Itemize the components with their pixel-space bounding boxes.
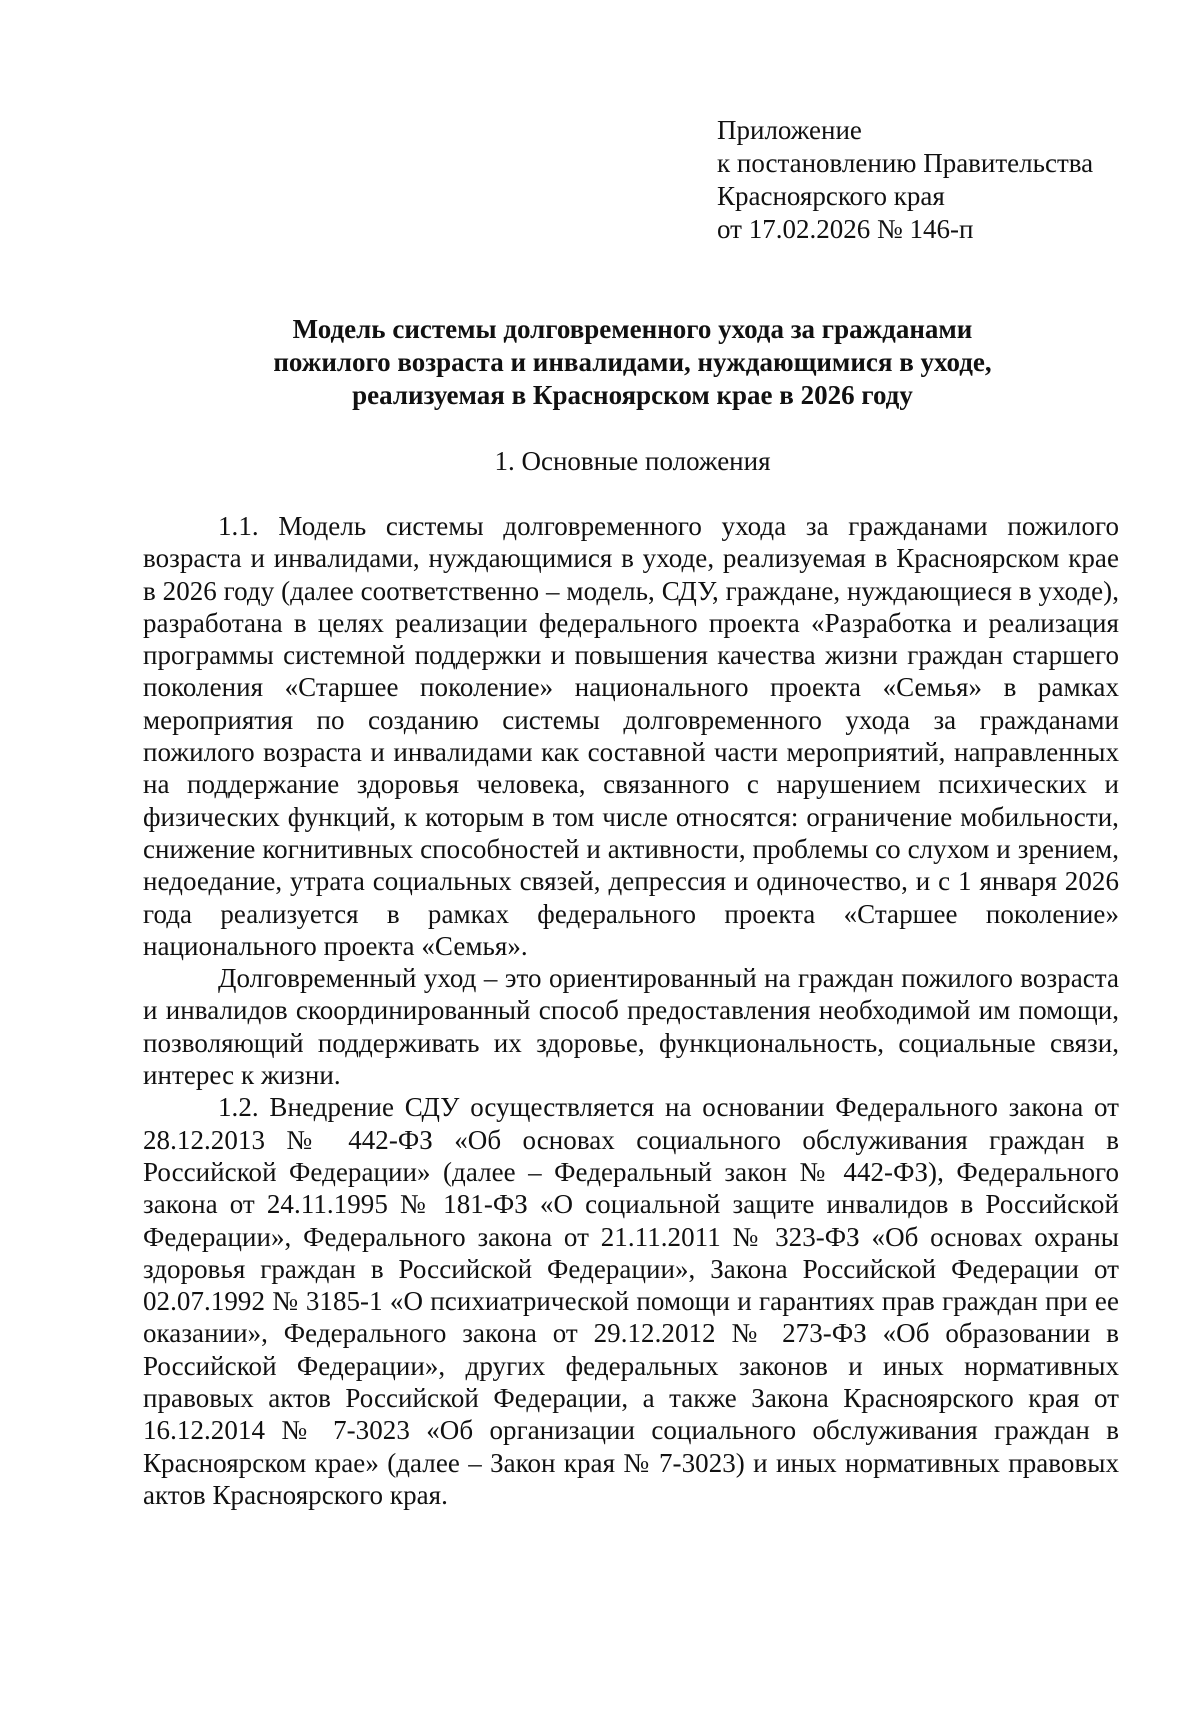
title-line: реализуемая в Красноярском крае в 2026 году <box>352 380 913 410</box>
appendix-date-line: от 17.02.2026 № 146-п <box>717 214 974 244</box>
appendix-header <box>717 114 1157 246</box>
paragraph: 1.1. Модель системы долговременного ухода за гражданами пожилого возраста и инвалидами, нуждающимися в уходе, реализуемая в Красноярском крае в 2026 году (далее соответственно – модель, СДУ, граждане, нуждающиеся в уходе), разработана в целях реализации федерального проекта «Разработка и реализация программы системной поддержки и повышения качества жизни граждан старшего поколения «Старшее поколение» национального проекта «Семья» в рамках мероприятия по созданию системы долговременного ухода за гражданами пожилого возраста и инвалидами как составной части мероприятий, направленных на поддержание здоровья человека, связанного с нарушением психических и физических функций, к которым в том числе относятся: ограничение мобильности, снижение когнитивных способностей и активности, проблемы со слухом и зрением, недоедание, утрата социальных связей, депрессия и одиночество, и с 1 января 2026 года реализуется в рамках федерального проекта «Старшее поколение» национального проекта «Семья». <box>143 511 1119 961</box>
appendix-line: Приложение <box>717 115 862 145</box>
document-title <box>150 313 1115 412</box>
paragraph: Долговременный уход – это ориентированный на граждан пожилого возраста и инвалидов скоординированный способ предоставления необходимой им помощи, позволяющий поддерживать их здоровье, функциональность, социальные связи, интерес к жизни. <box>143 963 1119 1091</box>
title-line: пожилого возраста и инвалидами, нуждающимися в уходе, <box>273 347 992 377</box>
title-line: Модель системы долговременного ухода за гражданами <box>292 314 973 344</box>
paragraph: 1.2. Внедрение СДУ осуществляется на основании Федерального закона от 28.12.2013 № 442-ФЗ «Об основах социального обслуживания граждан в Российской Федерации» (далее – Федеральный закон № 442-ФЗ), Федерального закона от 24.11.1995 № 181-ФЗ «О социальной защите инвалидов в Российской Федерации», Федерального закона от 21.11.2011 № 323-ФЗ «Об основах охраны здоровья граждан в Российской Федерации», Закона Российской Федерации от 02.07.1992 № 3185-1 «О психиатрической помощи и гарантиях прав граждан при ее оказании», Федерального закона от 29.12.2012 № 273-ФЗ «Об образовании в Российской Федерации», других федеральных законов и иных нормативных правовых актов Российской Федерации, а также Закона Красноярского края от 16.12.2014 № 7-3023 «Об организации социального обслуживания граждан в Красноярском крае» (далее – Закон края № 7-3023) и иных нормативных правовых актов Красноярского края. <box>143 1092 1119 1510</box>
section-heading: 1. Основные положения <box>494 446 771 476</box>
appendix-line: Красноярского края <box>717 181 945 211</box>
appendix-line: к постановлению Правительства <box>717 148 1094 178</box>
section-body <box>143 510 1119 1511</box>
